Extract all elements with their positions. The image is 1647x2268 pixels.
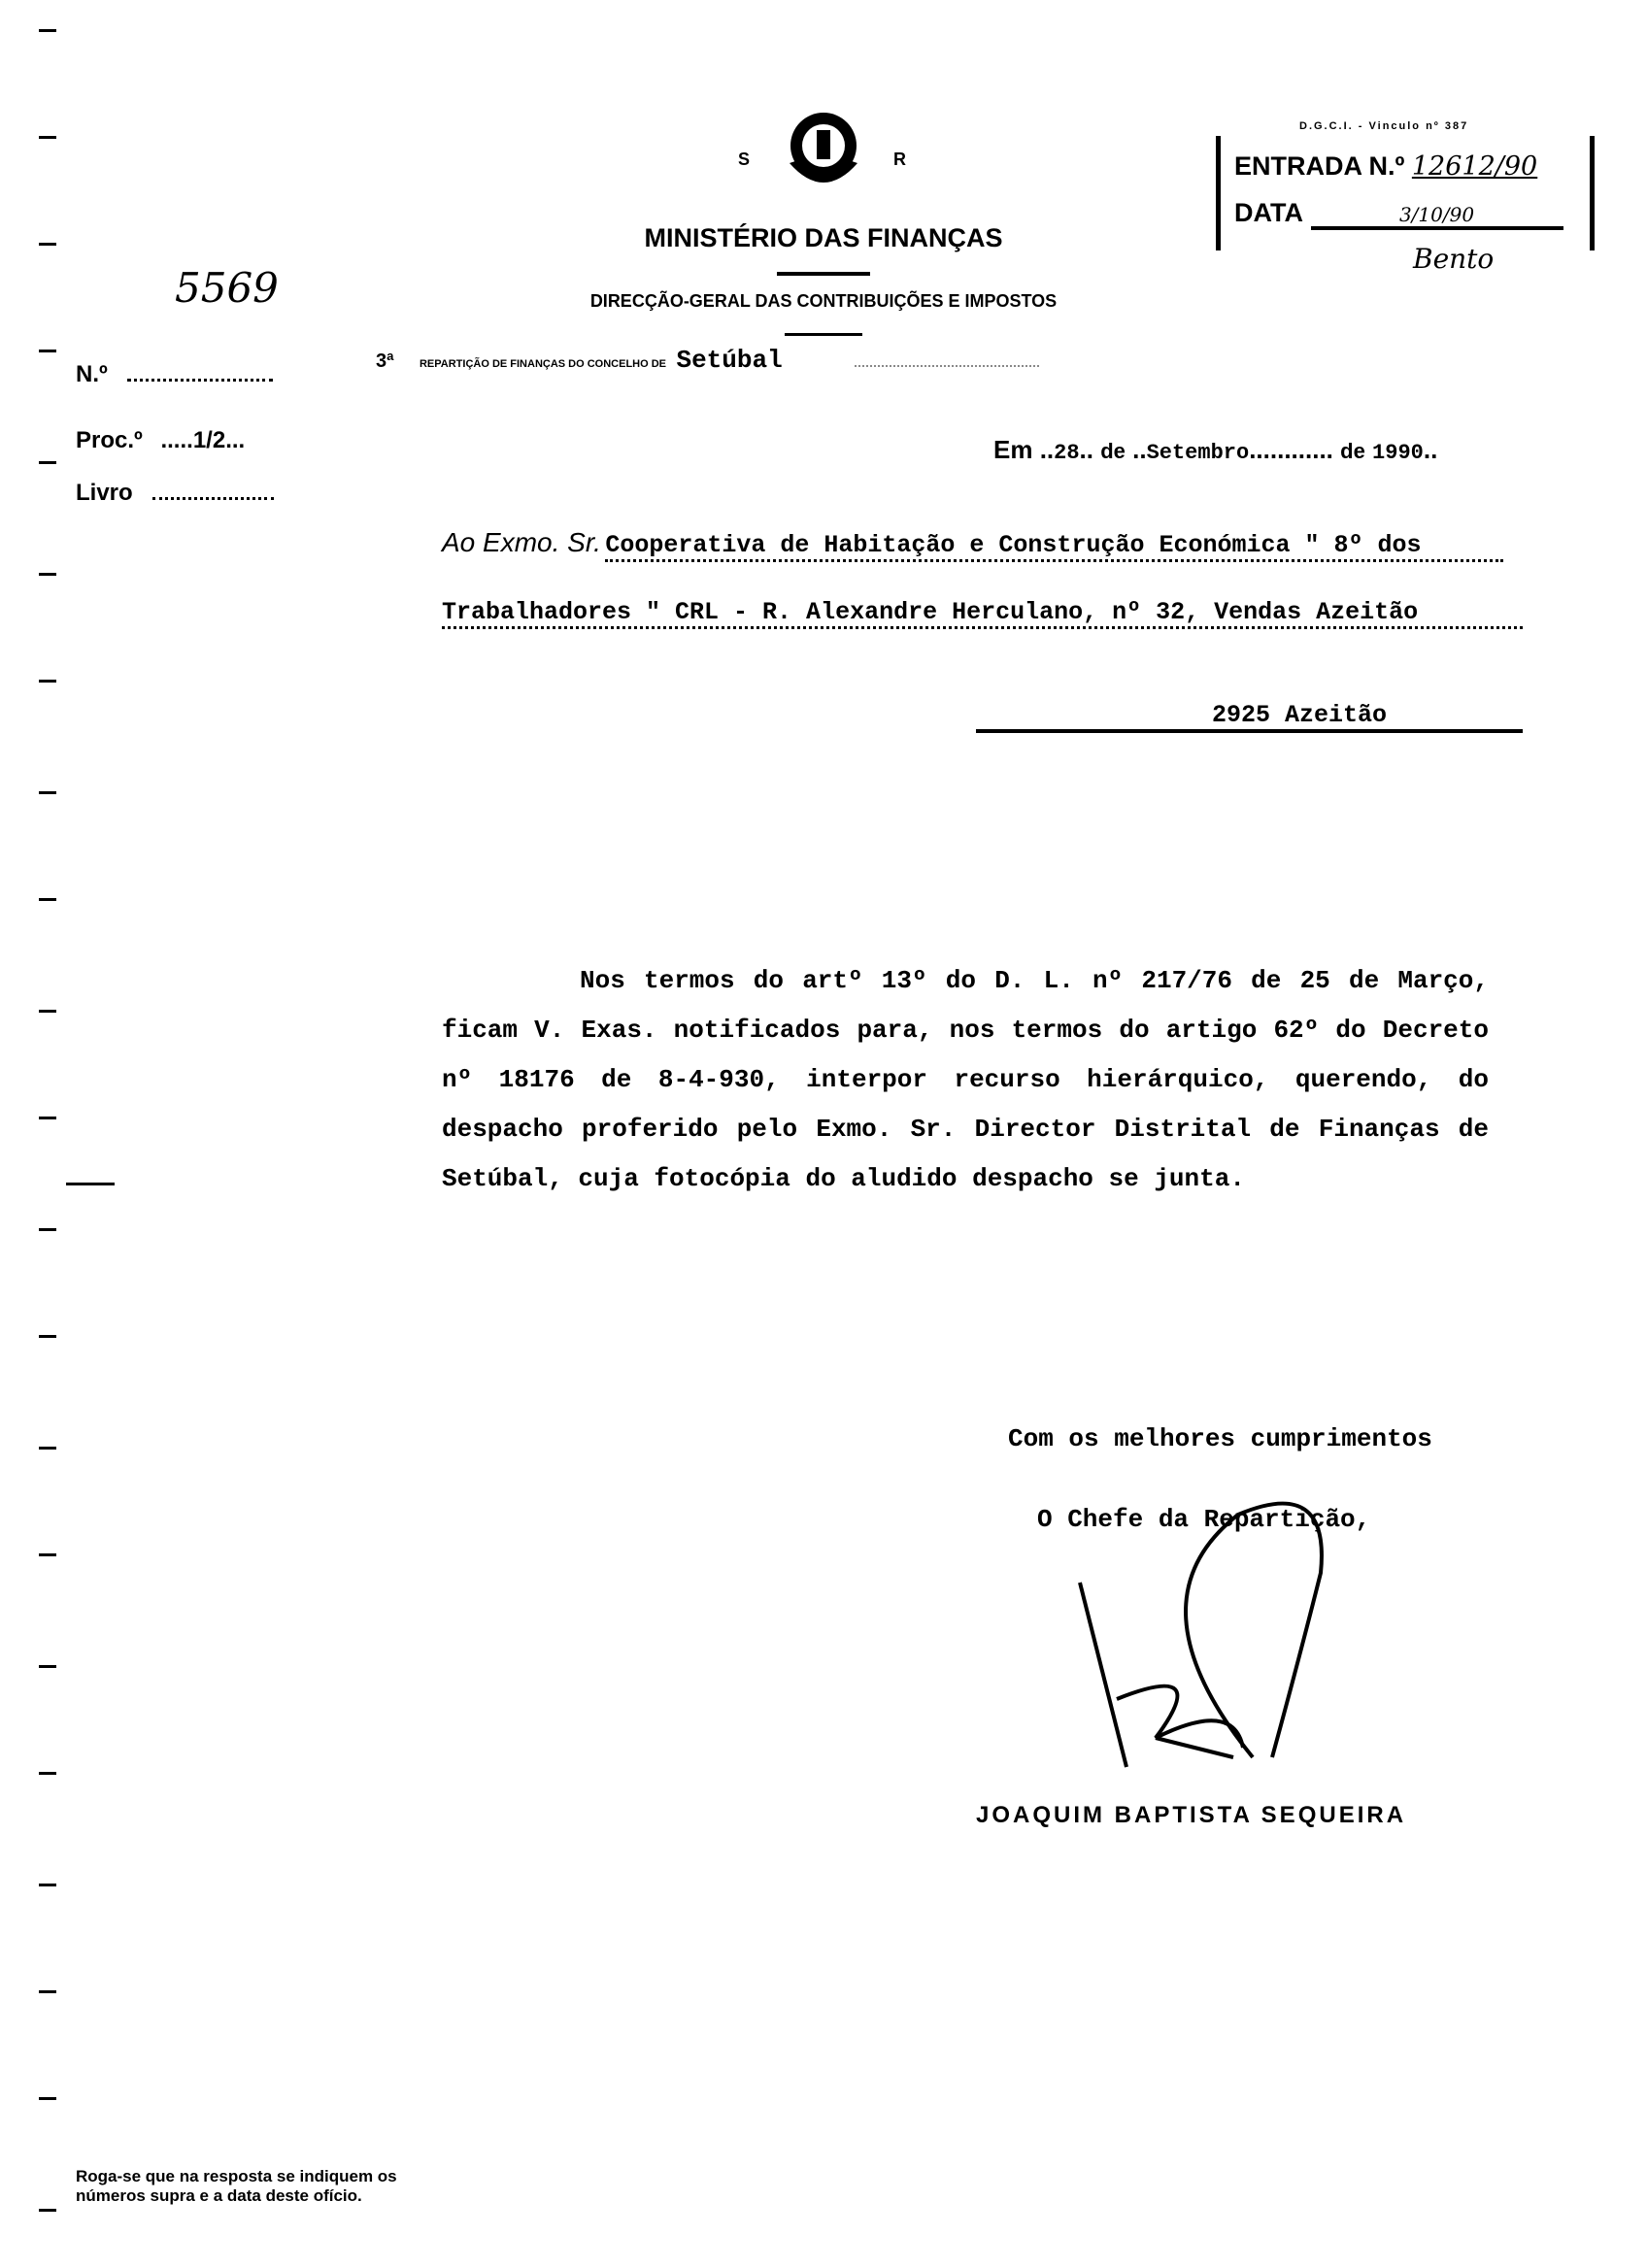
closing-title: O Chefe da Repartição,	[1037, 1505, 1371, 1534]
closing-greeting: Com os melhores cumprimentos	[1008, 1424, 1432, 1453]
directorate-title: DIRECÇÃO-GERAL DAS CONTRIBUIÇÕES E IMPOSTOS	[589, 291, 1058, 311]
date-day: 28	[1054, 441, 1080, 465]
data-label: DATA	[1234, 198, 1303, 227]
n-label: N.º	[76, 361, 108, 387]
entrada-value: 12612/90	[1411, 151, 1538, 182]
office-city: Setúbal	[676, 346, 783, 375]
data-value: 3/10/90	[1311, 203, 1563, 230]
entrada-label: ENTRADA N.º	[1234, 151, 1405, 181]
date-month: Setembro	[1146, 441, 1250, 465]
postal-city: 2925 Azeitão	[1037, 701, 1523, 732]
stamp-top-line: D.G.C.I. - Vinculo nº 387	[1299, 120, 1469, 132]
proc-field: Proc.º .....1/2...	[76, 427, 246, 453]
emblem-letter-r: R	[893, 150, 906, 169]
handwritten-number: 5569	[175, 264, 279, 312]
office-label: REPARTIÇÃO DE FINANÇAS DO CONCELHO DE	[419, 358, 667, 370]
date-line: Em ..28.. de ..Setembro............ de 1990..	[993, 435, 1438, 465]
livro-field	[76, 480, 274, 507]
proc-value: 1/2	[192, 427, 226, 453]
footer-note: Roga-se que na resposta se indiquem os números supra e a data deste ofício.	[76, 2167, 397, 2205]
proc-label: Proc.º	[76, 427, 143, 453]
office-number: 3ª	[376, 350, 394, 372]
body-paragraph: Nos termos do artº 13º do D. L. nº 217/76 de 25 de Março, ficam V. Exas. notificados para, nos termos do artigo 62º do Decreto nº 18176 de 8-4-930, interpor recurso hierárquico, querendo, do despacho proferido pelo Exmo. Sr. Director Distrital de Finanças de Setúbal, cuja fotocópia do aludido despacho se junta.	[442, 966, 1489, 1193]
signature	[1068, 1495, 1437, 1791]
addressee-line-1	[442, 527, 1503, 562]
addressee-line-3	[976, 701, 1523, 733]
divider	[785, 333, 862, 336]
date-year: 1990	[1372, 441, 1424, 465]
entry-stamp	[1216, 136, 1595, 250]
divider	[777, 272, 870, 276]
addressee-name: Cooperativa de Habitação e Construção Económica " 8º dos	[605, 531, 1503, 562]
stamp-initials: Bento	[1413, 243, 1495, 275]
office-line	[376, 346, 1039, 375]
salutation: Ao Exmo. Sr.	[442, 527, 601, 557]
n-field	[76, 361, 273, 388]
livro-label: Livro	[76, 480, 133, 506]
coat-of-arms-emblem	[782, 105, 865, 207]
signatory-name: JOAQUIM BAPTISTA SEQUEIRA	[976, 1802, 1407, 1828]
addressee-line-2: Trabalhadores " CRL - R. Alexandre Herculano, nº 32, Vendas Azeitão	[442, 598, 1523, 629]
ministry-title: MINISTÉRIO DAS FINANÇAS	[644, 223, 1003, 252]
emblem-letter-s: S	[738, 150, 751, 169]
